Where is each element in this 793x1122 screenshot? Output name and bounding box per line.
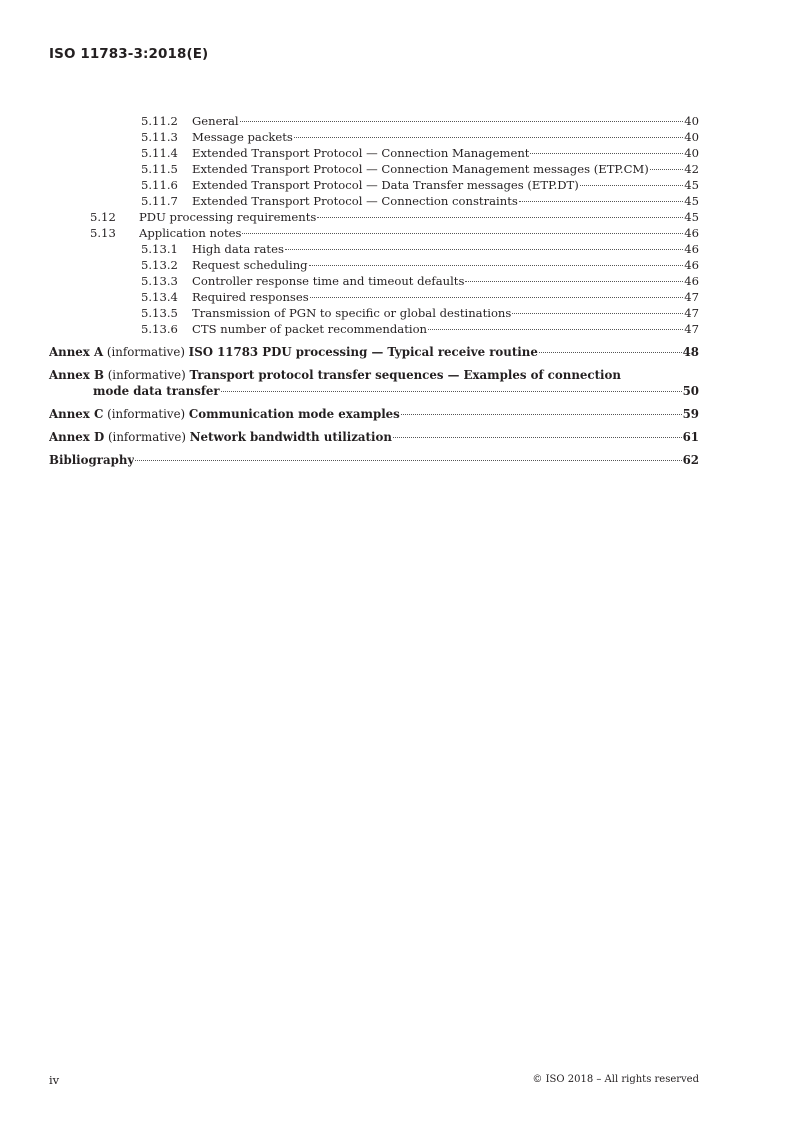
toc-entry-page: 40 xyxy=(684,130,699,144)
toc-entry[interactable] xyxy=(49,289,699,305)
toc-entry-number: 5.12 xyxy=(90,210,116,224)
toc-entry-number: 5.13.3 xyxy=(141,274,178,288)
toc-entry-title: Extended Transport Protocol — Connection constraints xyxy=(192,194,518,208)
toc-entry-title: Message packets xyxy=(192,130,293,144)
toc-entry-title: General xyxy=(192,114,239,128)
dot-leader xyxy=(135,460,681,461)
toc-entry-title: CTS number of packet recommendation xyxy=(192,322,428,336)
annex-page: 48 xyxy=(682,345,699,359)
toc-entry-title: Extended Transport Protocol — Connection Management messages (ETP.CM) xyxy=(192,162,649,176)
annex-label: Annex C xyxy=(49,407,104,421)
toc-entry-title: Application notes xyxy=(139,226,242,240)
dot-leader xyxy=(285,249,683,250)
toc-entry-page: 42 xyxy=(684,162,699,176)
toc-entry[interactable] xyxy=(49,145,699,161)
annex-page: 50 xyxy=(682,384,699,398)
toc-entry-page: 40 xyxy=(684,114,699,128)
toc-entry[interactable] xyxy=(49,257,699,273)
dot-leader xyxy=(650,169,683,170)
dot-leader xyxy=(519,201,683,202)
annex-label: Annex A xyxy=(49,345,104,359)
dot-leader xyxy=(294,137,683,138)
toc-entry-page: 47 xyxy=(684,306,699,320)
toc-entry-number: 5.11.3 xyxy=(141,130,178,144)
toc-entry-number: 5.13.1 xyxy=(141,242,178,256)
toc-entry-number: 5.13 xyxy=(90,226,116,240)
toc-entry-number: 5.11.7 xyxy=(141,194,178,208)
dot-leader xyxy=(580,185,683,186)
toc-entry-page: 45 xyxy=(684,210,699,224)
toc-entry-number: 5.13.5 xyxy=(141,306,178,320)
annex-title: Communication mode examples xyxy=(188,407,400,421)
toc-entry-page: 46 xyxy=(684,274,699,288)
toc-annex-a[interactable] xyxy=(49,344,699,360)
annex-title-line2: mode data transfer xyxy=(93,384,220,398)
toc-entry[interactable] xyxy=(49,177,699,193)
bibliography-label: Bibliography xyxy=(49,453,135,467)
dot-leader xyxy=(240,121,684,122)
toc-entry[interactable] xyxy=(49,113,699,129)
annex-page: 59 xyxy=(682,407,699,421)
dot-leader xyxy=(465,281,683,282)
document-header: ISO 11783-3:2018(E) xyxy=(49,46,209,62)
toc-entry-title: PDU processing requirements xyxy=(139,210,317,224)
toc-entry-number: 5.11.2 xyxy=(141,114,178,128)
annex-kind: (informative) xyxy=(106,345,185,359)
page-number: iv xyxy=(49,1073,60,1087)
toc-entry-page: 47 xyxy=(684,322,699,336)
annex-kind: (informative) xyxy=(107,368,186,382)
dot-leader xyxy=(317,217,683,218)
toc-entry[interactable] xyxy=(49,305,699,321)
toc-entry-number: 5.13.2 xyxy=(141,258,178,272)
dot-leader xyxy=(221,391,682,392)
toc-entry-page: 46 xyxy=(684,242,699,256)
table-of-contents xyxy=(49,113,699,468)
toc-entry-page: 46 xyxy=(684,258,699,272)
toc-bibliography[interactable] xyxy=(49,452,699,468)
toc-entry-title: Extended Transport Protocol — Connection Management xyxy=(192,146,530,160)
dot-leader xyxy=(539,352,682,353)
toc-entry[interactable] xyxy=(49,273,699,289)
annex-kind: (informative) xyxy=(107,430,186,444)
toc-entry-title: Required responses xyxy=(192,290,309,304)
toc-entry-page: 47 xyxy=(684,290,699,304)
dot-leader xyxy=(512,313,683,314)
annex-title-line1: Transport protocol transfer sequences — Examples of connection xyxy=(189,368,621,382)
toc-entry-number: 5.13.6 xyxy=(141,322,178,336)
toc-entry-title: Extended Transport Protocol — Data Transfer messages (ETP.DT) xyxy=(192,178,579,192)
annex-title: Network bandwidth utilization xyxy=(189,430,392,444)
bibliography-page: 62 xyxy=(682,453,699,467)
toc-entry-number: 5.11.5 xyxy=(141,162,178,176)
toc-entry-page: 45 xyxy=(684,194,699,208)
dot-leader xyxy=(530,153,683,154)
toc-entry[interactable] xyxy=(49,129,699,145)
dot-leader xyxy=(393,437,682,438)
toc-annex-c[interactable] xyxy=(49,406,699,422)
toc-entry-title: Controller response time and timeout defaults xyxy=(192,274,465,288)
dot-leader xyxy=(309,265,684,266)
toc-entry-number: 5.13.4 xyxy=(141,290,178,304)
copyright-notice: © ISO 2018 – All rights reserved xyxy=(532,1074,699,1085)
toc-entry[interactable] xyxy=(49,225,699,241)
toc-entry-number: 5.11.4 xyxy=(141,146,178,160)
toc-entry[interactable] xyxy=(49,321,699,337)
toc-entry[interactable] xyxy=(49,193,699,209)
toc-annex-d[interactable] xyxy=(49,429,699,445)
toc-entry-title: Request scheduling xyxy=(192,258,308,272)
toc-entry[interactable] xyxy=(49,209,699,225)
toc-entry-number: 5.11.6 xyxy=(141,178,178,192)
dot-leader xyxy=(310,297,684,298)
toc-annex-b[interactable] xyxy=(49,367,699,399)
toc-entry-title: Transmission of PGN to specific or global destinations xyxy=(192,306,512,320)
annex-label: Annex B xyxy=(49,368,104,382)
toc-entry-title: High data rates xyxy=(192,242,284,256)
dot-leader xyxy=(428,329,683,330)
annex-label: Annex D xyxy=(49,430,105,444)
toc-entry-page: 40 xyxy=(684,146,699,160)
annex-page: 61 xyxy=(682,430,699,444)
dot-leader xyxy=(242,233,683,234)
dot-leader xyxy=(401,414,682,415)
toc-entry-page: 45 xyxy=(684,178,699,192)
toc-entry-page: 46 xyxy=(684,226,699,240)
annex-kind: (informative) xyxy=(107,407,186,421)
toc-entry[interactable] xyxy=(49,241,699,257)
toc-entry[interactable] xyxy=(49,161,699,177)
annex-title: ISO 11783 PDU processing — Typical receive routine xyxy=(188,345,538,359)
